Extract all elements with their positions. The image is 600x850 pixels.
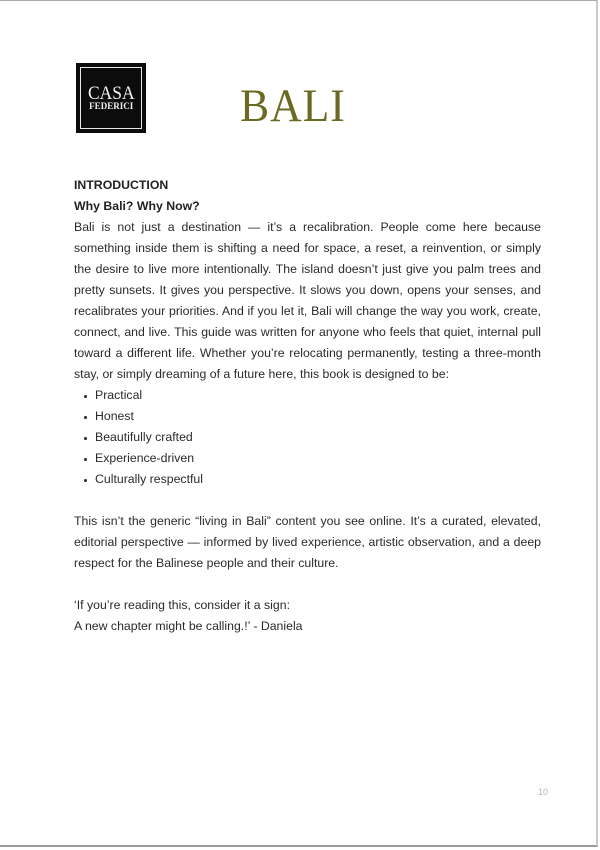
second-paragraph: This isn’t the generic “living in Bali” content you see online. It’s a curated, elevated, editorial perspective — informed by lived experience, artistic observation, and a deep respect for the Balinese people and their culture.: [74, 514, 541, 570]
list-item-text: Honest: [95, 409, 134, 423]
list-item: [74, 448, 541, 469]
quote-line-1: ‘If you’re reading this, consider it a sign:: [74, 598, 290, 612]
list-item-text: Culturally respectful: [95, 472, 203, 486]
bullet-icon: [84, 458, 87, 461]
main-content: [74, 175, 541, 637]
subheading: Why Bali? Why Now?: [74, 199, 200, 213]
section-heading: INTRODUCTION: [74, 178, 169, 192]
page-number: 10: [538, 787, 549, 797]
list-item-text: Practical: [95, 388, 143, 402]
list-item: [74, 427, 541, 448]
qualities-list: [74, 385, 541, 490]
quote-line-2: A new chapter might be calling.!’ - Daniela: [74, 619, 303, 633]
casa-federici-logo: [76, 63, 146, 133]
bullet-icon: [84, 416, 87, 419]
list-item: [74, 469, 541, 490]
spacer: [74, 574, 541, 595]
logo-frame: [80, 67, 142, 129]
page-title: BALI: [240, 80, 346, 132]
list-item-text: Experience-driven: [95, 451, 195, 465]
list-item: [74, 406, 541, 427]
list-item-text: Beautifully crafted: [95, 430, 193, 444]
list-item: [74, 385, 541, 406]
spacer: [74, 490, 541, 511]
logo-text-federici: FEDERICI: [88, 101, 134, 112]
bullet-icon: [84, 395, 87, 398]
logo-text-casa: CASA: [87, 82, 135, 104]
intro-paragraph: Bali is not just a destination — it’s a recalibration. People come here because something inside them is shifting a need for space, a reset, a reinvention, or simply the desire to live more intentionally. The island doesn’t just give you palm trees and pretty sunsets. It gives you perspective. It slows you down, opens your senses, and recalibrates your priorities. And if you let it, Bali will change the way you work, create, connect, and live. This guide was written for anyone who feels that quiet, internal pull toward a different life. Whether you’re relocating permanently, testing a three-month stay, or simply dreaming of a future here, this book is designed to be:: [74, 220, 541, 381]
bullet-icon: [84, 437, 87, 440]
bullet-icon: [84, 479, 87, 482]
